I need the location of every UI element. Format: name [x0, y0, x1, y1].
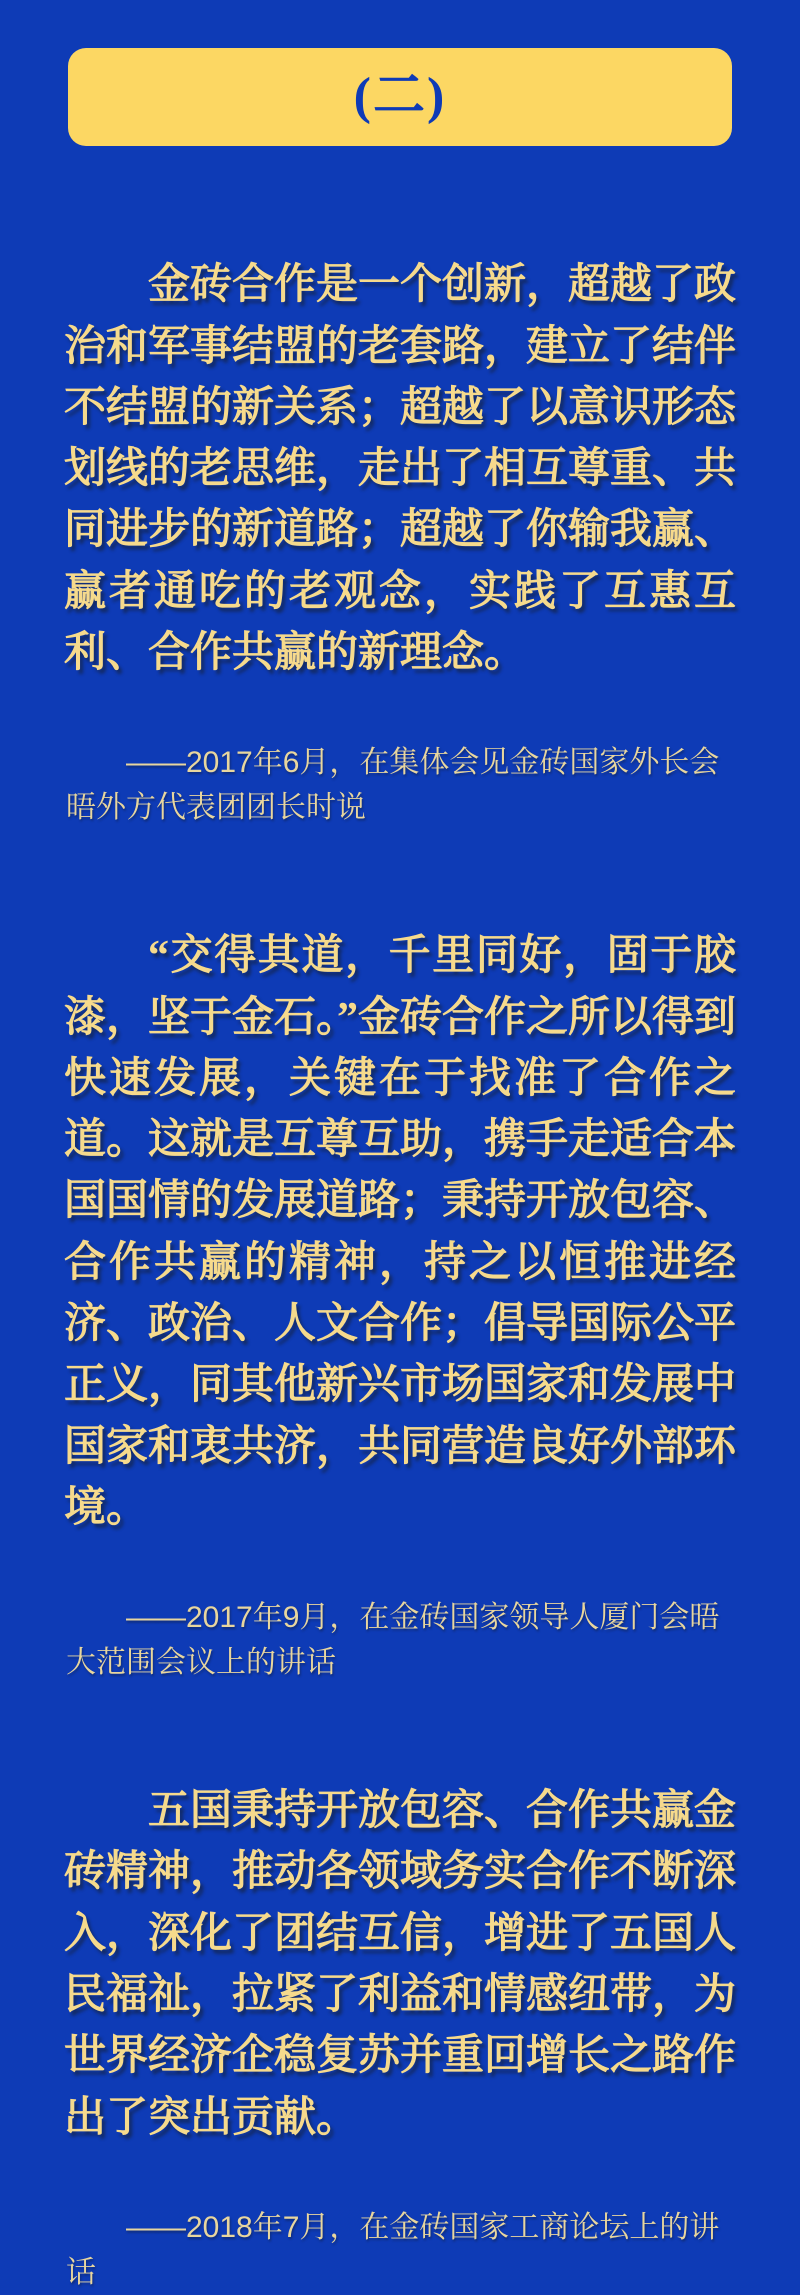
quote-attribution: ——2017年6月，在集体会见金砖国家外长会晤外方代表团团长时说 [66, 746, 720, 825]
quote-attribution: ——2018年7月，在金砖国家工商论坛上的讲话 [66, 2211, 720, 2290]
section-banner [68, 48, 732, 146]
spacer [0, 146, 800, 255]
spacer [0, 684, 800, 740]
quote-paragraph: 金砖合作是一个创新，超越了政治和军事结盟的老套路，建立了结伴不结盟的新关系；超越了以意识形态划线的老思维，走出了相互尊重、共同进步的新道路；超越了你输我赢、赢者通吃的老观念，实践了互惠互利、合作共赢的新理念。 [64, 262, 737, 677]
quote-paragraph: “交得其道，千里同好，固于胶漆，坚于金石。”金砖合作之所以得到快速发展，关键在于找准了合作之道。这就是互尊互助，携手走适合本国国情的发展道路；秉持开放包容、合作共赢的精神，持之以恒推进经济、政治、人文合作；倡导国际公平正义，同其他新兴市场国家和发展中国家和衷共济，共同营造良好外部环境。 [64, 933, 737, 1532]
spacer [0, 1539, 800, 1595]
spacer [0, 1685, 800, 1781]
spacer [0, 2149, 800, 2205]
spacer [0, 830, 800, 926]
quote-paragraph: 五国秉持开放包容、合作共赢金砖精神，推动各领域务实合作不断深入，深化了团结互信，增进了五国人民福祉，拉紧了利益和情感纽带，为世界经济企稳复苏并重回增长之路作出了突出贡献。 [64, 1788, 737, 2141]
quote-block-2 [0, 926, 800, 1685]
quote-block-3 [0, 1781, 800, 2295]
section-number-label: (二) [353, 67, 447, 125]
quote-attribution: ——2017年9月，在金砖国家领导人厦门会晤大范围会议上的讲话 [66, 1601, 720, 1680]
quote-block-1 [0, 255, 800, 830]
